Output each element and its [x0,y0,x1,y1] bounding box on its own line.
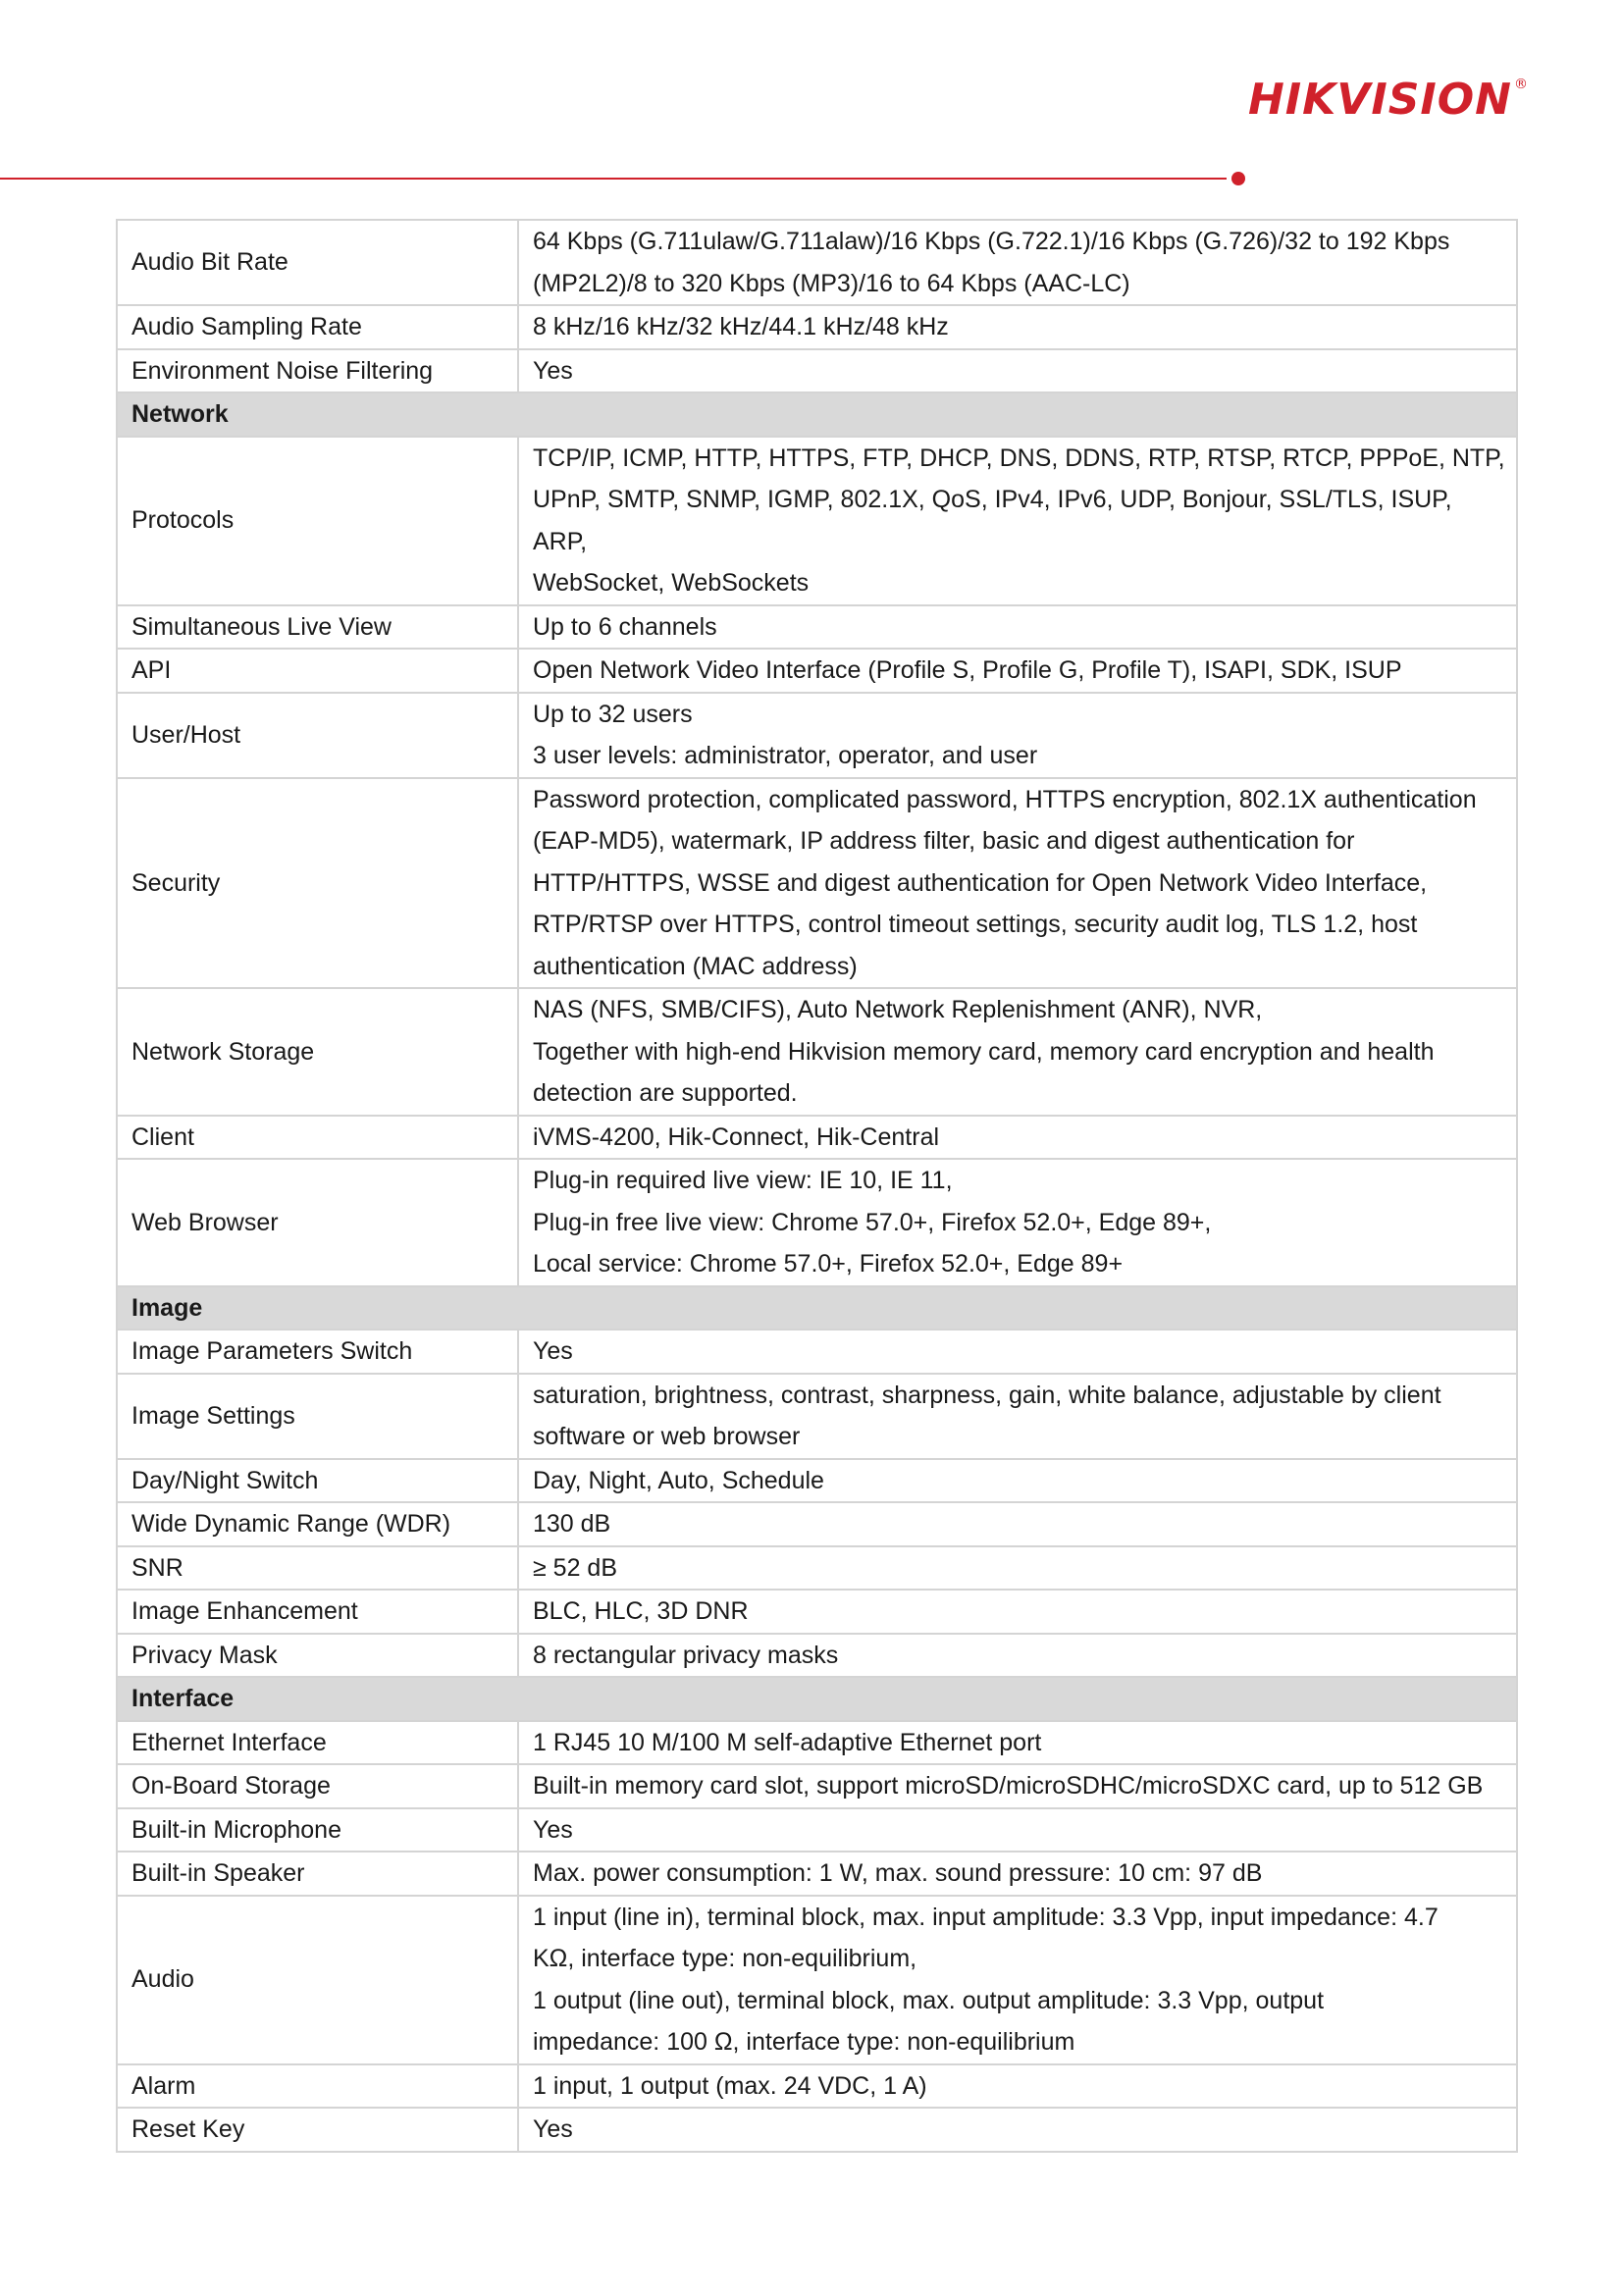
spec-value-line: Up to 32 users [533,700,693,728]
header-rule-dot [1231,172,1245,185]
spec-value [518,1721,1517,1765]
spec-value [518,649,1517,693]
spec-value [518,1852,1517,1896]
spec-value-line: saturation, brightness, contrast, sharpness, gain, white balance, adjustable by client [533,1381,1441,1409]
table-row [117,220,1517,305]
spec-value [518,220,1517,305]
spec-value [518,988,1517,1116]
spec-label: Simultaneous Live View [117,605,518,650]
table-row [117,1330,1517,1374]
spec-value [518,1808,1517,1852]
spec-label: Day/Night Switch [117,1459,518,1503]
spec-label: Reset Key [117,2108,518,2152]
spec-value-line: 8 kHz/16 kHz/32 kHz/44.1 kHz/48 kHz [533,313,949,340]
spec-value [518,1502,1517,1546]
table-row [117,988,1517,1116]
table-row [117,1374,1517,1459]
table-row [117,1502,1517,1546]
table-row [117,1590,1517,1634]
spec-label: Audio Bit Rate [117,220,518,305]
spec-value [518,1634,1517,1678]
spec-label: Built-in Speaker [117,1852,518,1896]
logo-registered-mark: ® [1514,77,1529,92]
spec-value-line: software or web browser [533,1423,801,1450]
spec-value-line: authentication (MAC address) [533,952,858,980]
spec-value [518,2108,1517,2152]
spec-value-line: (EAP-MD5), watermark, IP address filter, basic and digest authentication for [533,827,1355,855]
spec-value-line: 3 user levels: administrator, operator, and user [533,742,1038,769]
section-title: Interface [117,1677,1517,1721]
table-row [117,1546,1517,1591]
table-row [117,2108,1517,2152]
spec-value-line: RTP/RTSP over HTTPS, control timeout settings, security audit log, TLS 1.2, host [533,911,1418,938]
spec-value [518,693,1517,778]
spec-value [518,1116,1517,1160]
spec-value-line: HTTP/HTTPS, WSSE and digest authentication for Open Network Video Interface, [533,868,1428,897]
logo-text: HIKVISION [1247,74,1512,125]
table-row [117,1808,1517,1852]
spec-label: Web Browser [117,1159,518,1286]
spec-label: Ethernet Interface [117,1721,518,1765]
spec-value-line: Up to 6 channels [533,612,717,641]
table-row [117,1852,1517,1896]
spec-value [518,305,1517,349]
spec-label: Image Settings [117,1374,518,1459]
spec-value-line: NAS (NFS, SMB/CIFS), Auto Network Replenishment (ANR), NVR, [533,996,1263,1023]
spec-value [518,1764,1517,1808]
table-row [117,1896,1517,2064]
spec-label: Audio [117,1896,518,2064]
spec-value [518,2064,1517,2109]
spec-value-line: Built-in memory card slot, support microSD/microSDHC/microSDXC card, up to 512 GB [533,1772,1484,1800]
spec-value-line: detection are supported. [533,1079,798,1107]
spec-value [518,1374,1517,1459]
spec-value-line: Max. power consumption: 1 W, max. sound pressure: 10 cm: 97 dB [533,1859,1263,1887]
header-rule [0,178,1227,180]
spec-value-line: impedance: 100 Ω, interface type: non-equilibrium [533,2028,1075,2056]
spec-value-line: Plug-in free live view: Chrome 57.0+, Firefox 52.0+, Edge 89+, [533,1208,1212,1236]
spec-label: API [117,649,518,693]
spec-label: User/Host [117,693,518,778]
spec-value-line: Yes [533,1337,573,1365]
spec-value-line: WebSocket, WebSockets [533,569,810,597]
table-row [117,649,1517,693]
table-row [117,693,1517,778]
table-row [117,305,1517,349]
spec-value-line: 64 Kbps (G.711ulaw/G.711alaw)/16 Kbps (G.722.1)/16 Kbps (G.726)/32 to 192 Kbps [533,228,1450,255]
spec-value-line: Together with high-end Hikvision memory card, memory card encryption and health [533,1037,1435,1066]
table-row [117,1764,1517,1808]
table-row [117,605,1517,650]
spec-label: Image Enhancement [117,1590,518,1634]
spec-value [518,605,1517,650]
section-row [117,1677,1517,1721]
spec-value [518,349,1517,393]
spec-value-line: BLC, HLC, 3D DNR [533,1597,749,1625]
spec-label: Wide Dynamic Range (WDR) [117,1502,518,1546]
table-row [117,778,1517,989]
spec-value [518,437,1517,605]
section-title: Network [117,392,1517,437]
spec-value [518,1896,1517,2064]
spec-label: Environment Noise Filtering [117,349,518,393]
spec-value-line: 1 output (line out), terminal block, max. output amplitude: 3.3 Vpp, output [533,1986,1325,2014]
spec-label: Client [117,1116,518,1160]
spec-label: Network Storage [117,988,518,1116]
spec-value-line: ≥ 52 dB [533,1553,617,1582]
hikvision-logo [1248,73,1529,126]
spec-value [518,778,1517,989]
spec-value-line: Yes [533,1815,573,1844]
table-row [117,437,1517,605]
spec-value-line: Plug-in required live view: IE 10, IE 11, [533,1167,953,1194]
section-title: Image [117,1286,1517,1331]
spec-table-body [117,220,1517,2152]
spec-label: On-Board Storage [117,1764,518,1808]
spec-value-line: 1 input (line in), terminal block, max. input amplitude: 3.3 Vpp, input impedance: 4.7 [533,1903,1439,1931]
table-row [117,1116,1517,1160]
table-row [117,2064,1517,2109]
table-row [117,1459,1517,1503]
spec-value [518,1159,1517,1286]
spec-value-line: 130 dB [533,1510,611,1538]
spec-value [518,1546,1517,1591]
spec-label: SNR [117,1546,518,1591]
spec-value-line: iVMS-4200, Hik-Connect, Hik-Central [533,1122,940,1151]
spec-label: Alarm [117,2064,518,2109]
spec-value [518,1590,1517,1634]
spec-table [116,219,1518,2153]
spec-value [518,1330,1517,1374]
table-row [117,349,1517,393]
spec-label: Security [117,778,518,989]
spec-value-line: Password protection, complicated password, HTTPS encryption, 802.1X authentication [533,785,1477,813]
spec-value-line: KΩ, interface type: non-equilibrium, [533,1945,917,1972]
spec-value-line: 1 input, 1 output (max. 24 VDC, 1 A) [533,2071,927,2100]
spec-value-line: Yes [533,2115,573,2143]
spec-value-line: (MP2L2)/8 to 320 Kbps (MP3)/16 to 64 Kbps (AAC-LC) [533,269,1130,297]
table-row [117,1721,1517,1765]
spec-value-line: 1 RJ45 10 M/100 M self-adaptive Ethernet port [533,1728,1042,1756]
spec-value-line: Yes [533,356,573,385]
table-row [117,1159,1517,1286]
spec-value-line: 8 rectangular privacy masks [533,1641,839,1669]
section-row [117,1286,1517,1331]
section-row [117,392,1517,437]
spec-value [518,1459,1517,1503]
spec-label: Image Parameters Switch [117,1330,518,1374]
spec-label: Protocols [117,437,518,605]
spec-label: Privacy Mask [117,1634,518,1678]
spec-label: Built-in Microphone [117,1808,518,1852]
spec-value-line: Day, Night, Auto, Schedule [533,1466,824,1494]
spec-label: Audio Sampling Rate [117,305,518,349]
spec-value-line: TCP/IP, ICMP, HTTP, HTTPS, FTP, DHCP, DNS, DDNS, RTP, RTSP, RTCP, PPPoE, NTP, [533,444,1505,472]
spec-value-line: Open Network Video Interface (Profile S, Profile G, Profile T), ISAPI, SDK, ISUP [533,656,1402,684]
spec-value-line: Local service: Chrome 57.0+, Firefox 52.0+, Edge 89+ [533,1250,1124,1278]
spec-value-line: UPnP, SMTP, SNMP, IGMP, 802.1X, QoS, IPv4, IPv6, UDP, Bonjour, SSL/TLS, ISUP, ARP, [533,486,1452,555]
table-row [117,1634,1517,1678]
